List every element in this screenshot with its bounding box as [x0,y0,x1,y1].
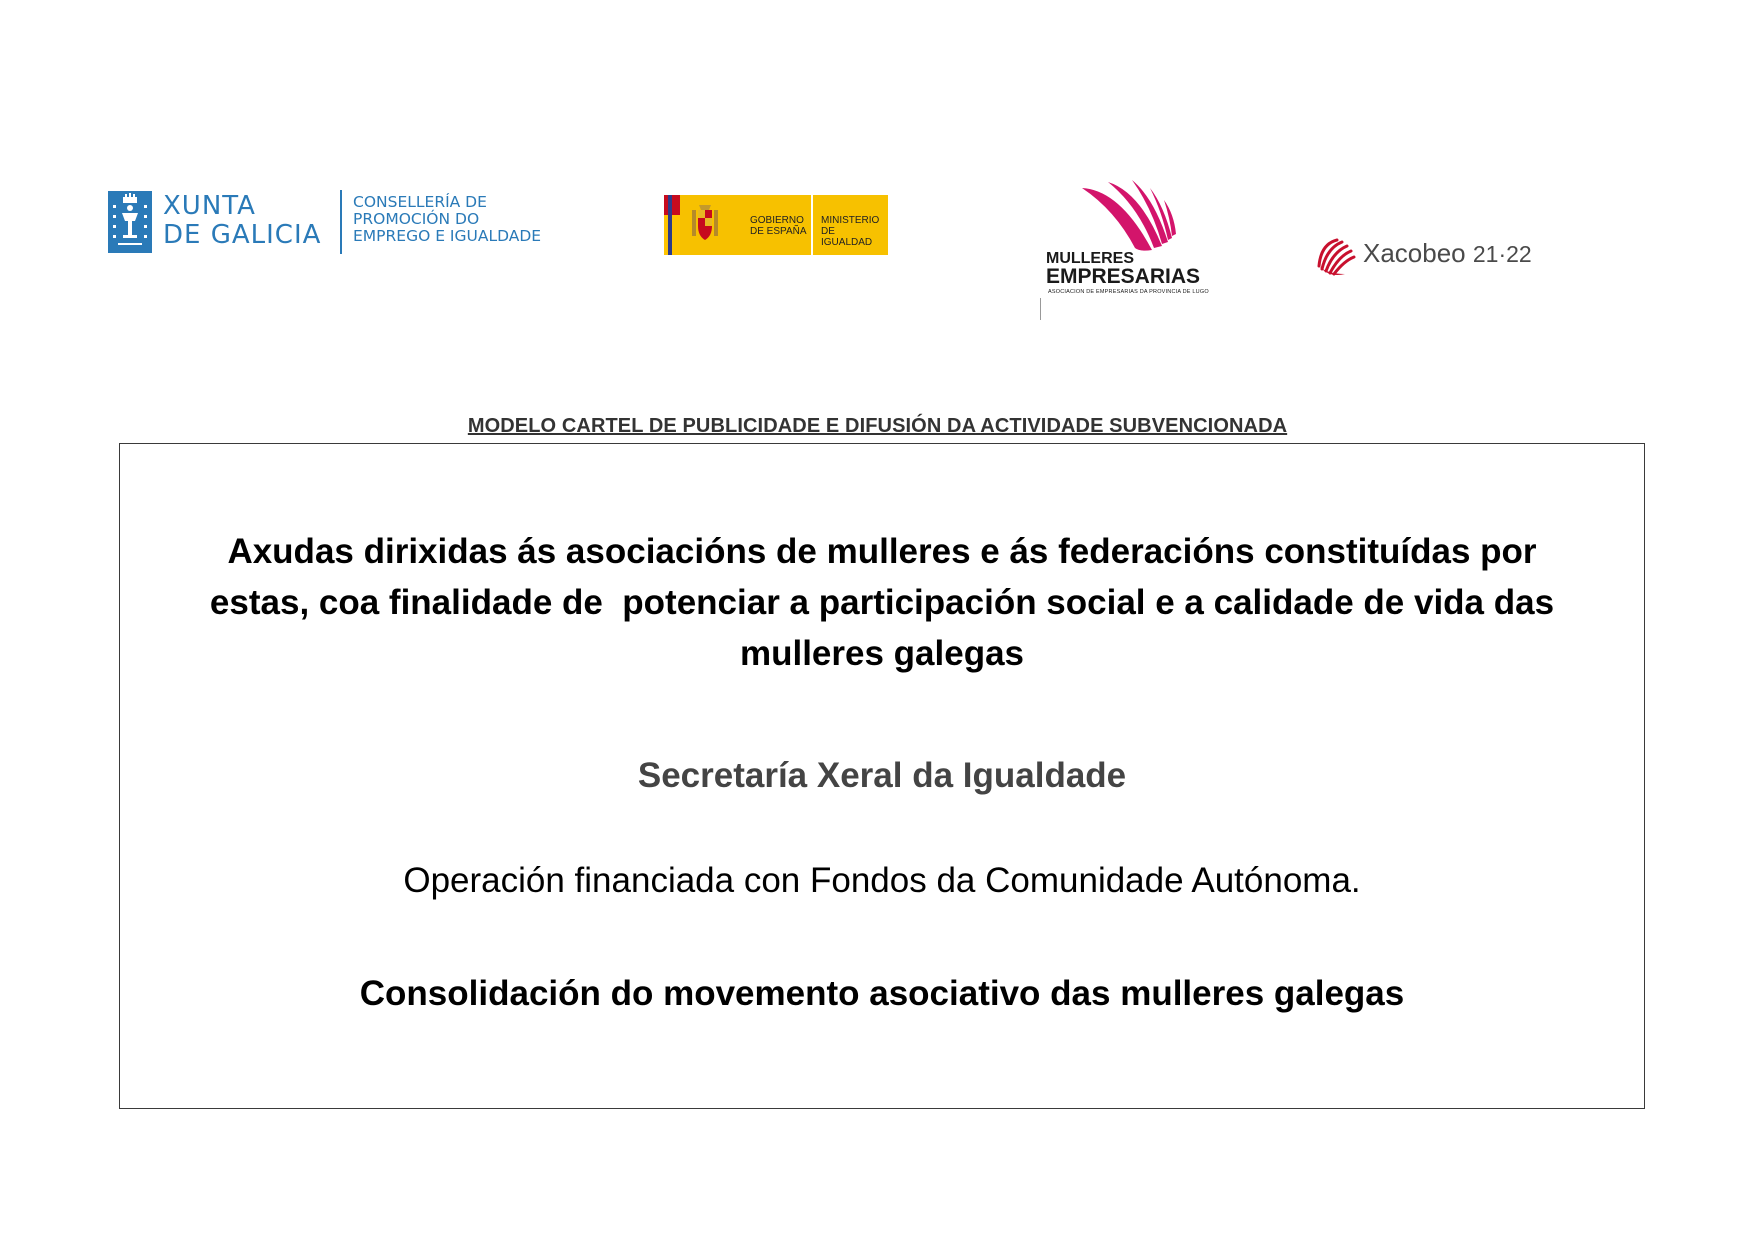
xunta-department [353,194,541,245]
ministerio-text [821,215,888,248]
wing-icon [1080,180,1190,260]
scallop-shell-icon [1315,234,1357,276]
xunta-department-line: PROMOCIÓN DO [353,210,480,228]
aid-title-line: Axudas dirixidas ás asociacións de mulleres e ás federacións constituídas por [227,532,1537,571]
mulleres-empresarias-logo [1040,180,1215,320]
spain-flag-icon [664,195,680,255]
ministerio-text-line: MINISTERIO [821,215,880,226]
xunta-name-line: DE GALICIA [163,220,322,250]
gobierno-logo-body [680,195,888,255]
gobierno-text-line: GOBIERNO [750,215,804,226]
document-heading [0,415,1755,438]
gobierno-divider [811,195,813,255]
program-name: Consolidación do movemento asociativo das mulleres galegas [359,974,1405,1013]
galicia-shield-icon [108,191,152,253]
gobierno-text [750,215,807,237]
gobierno-text-line: DE ESPAÑA [750,226,807,237]
xacobeo-word: Xacobeo [1363,238,1466,268]
xacobeo-years: 21·22 [1472,241,1532,267]
aid-title-line: estas, coa finalidade de potenciar a participación social e a calidade de vida das [209,583,1555,622]
xunta-name [163,192,321,250]
content-box [119,443,1645,1109]
xunta-de-galicia-logo [108,188,563,256]
xunta-department-line: CONSELLERÍA DE [353,193,487,211]
mulleres-line1: MULLERES [1046,250,1134,267]
xacobeo-wordmark [1363,238,1532,269]
xunta-department-line: EMPREGO E IGUALDADE [353,227,542,245]
gobierno-de-espana-logo [664,195,888,255]
ministerio-text-line: DE IGUALDAD [821,226,873,248]
aid-title [160,526,1604,679]
xunta-divider [340,190,342,254]
document-heading-text: MODELO CARTEL DE PUBLICIDADE E DIFUSIÓN DA ACTIVIDADE SUBVENCIONADA [467,415,1288,437]
xacobeo-logo [1315,232,1535,280]
mulleres-divider [1040,298,1041,320]
aid-title-line: mulleres galegas [739,634,1025,673]
entity-name: Secretaría Xeral da Igualdade [637,756,1127,795]
mulleres-tagline: ASOCIACION DE EMPRESARIAS DA PROVINCIA DE LUGO [1048,289,1209,295]
mulleres-line2: EMPRESARIAS [1046,265,1201,288]
spain-coat-of-arms-icon [690,204,720,244]
funding-statement: Operación financiada con Fondos da Comunidade Autónoma. [403,861,1361,900]
xunta-name-line: XUNTA [163,191,256,221]
